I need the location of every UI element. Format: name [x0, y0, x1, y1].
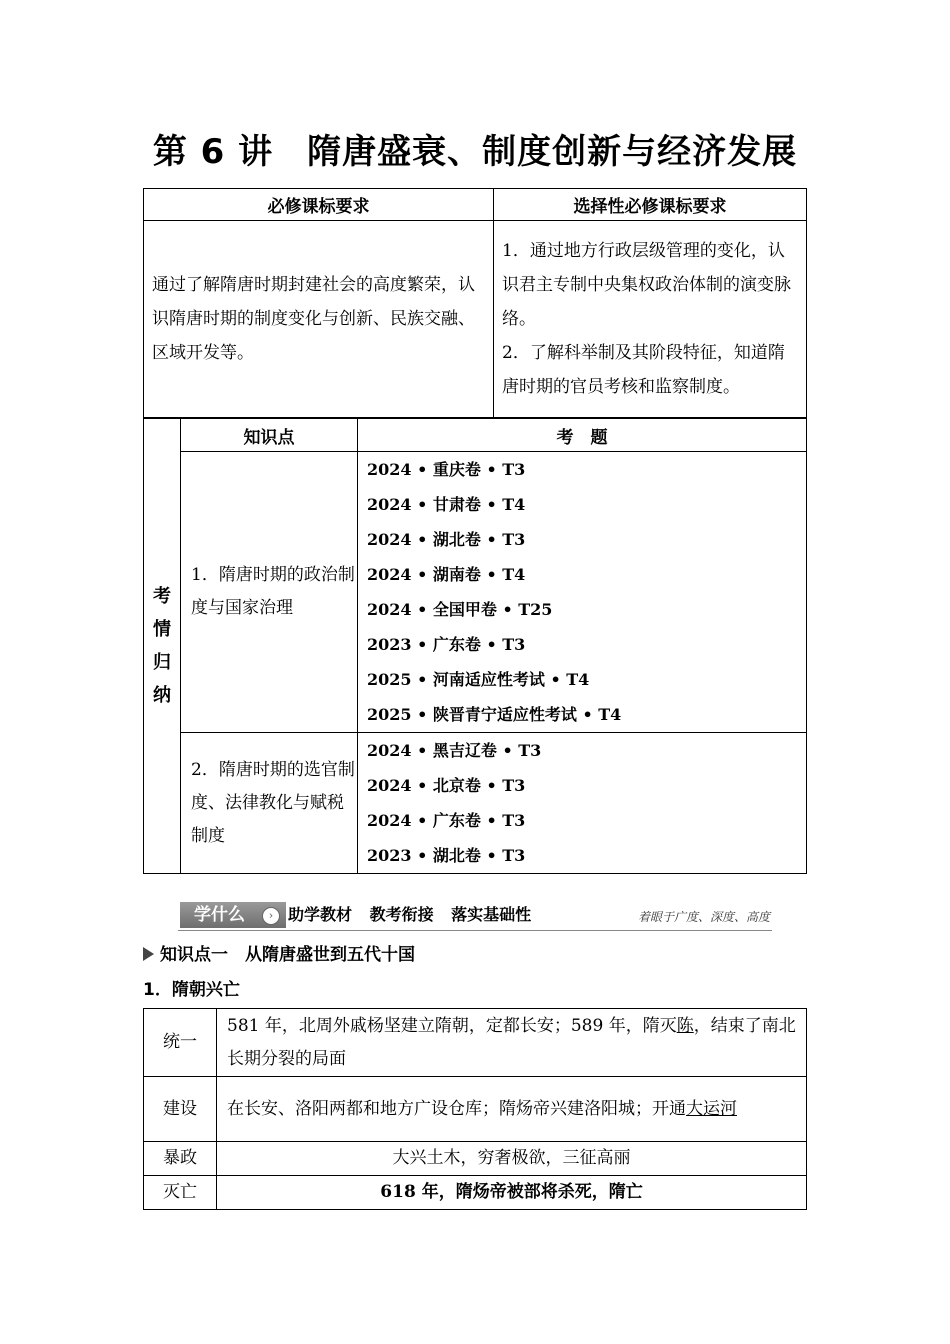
exam-item: 2024 • 甘肃卷 • T4 [367, 495, 526, 514]
row-content: 618 年，隋炀帝被部将杀死，隋亡 [217, 1176, 807, 1210]
row-label: 暴政 [144, 1142, 217, 1176]
side-label-text: 考情归纳 [153, 586, 171, 706]
lesson-number: 第 6 讲 [152, 132, 274, 172]
required-standards-header: 必修课标要求 [144, 189, 494, 221]
underlined-keyword: 大运河 [686, 1098, 737, 1119]
chevron-right-icon: › [262, 907, 280, 925]
page-title [0, 124, 950, 173]
row-content [217, 1077, 807, 1142]
row-content: 大兴土木，穷奢极欲，三征高丽 [217, 1142, 807, 1176]
exam-list-1 [358, 452, 807, 733]
exam-item: 2024 • 重庆卷 • T3 [367, 460, 526, 479]
row-label: 建设 [144, 1077, 217, 1142]
row-text: 在长安、洛阳两都和地方广设仓库；隋炀帝兴建洛阳城；开通 [227, 1098, 686, 1119]
exam-item: 2023 • 广东卷 • T3 [367, 635, 526, 654]
knowledge-point-1: 1．隋唐时期的政治制度与国家治理 [181, 452, 358, 733]
knowledge-point-heading-text: 知识点一 从隋唐盛世到五代十国 [160, 945, 415, 965]
row-content [217, 1009, 807, 1077]
elective-standards-header: 选择性必修课标要求 [494, 189, 807, 221]
exam-item: 2024 • 广东卷 • T3 [367, 811, 526, 830]
elective-standards-text [494, 221, 807, 418]
lesson-name: 隋唐盛衰、制度创新与经济发展 [307, 132, 798, 172]
exam-item: 2024 • 全国甲卷 • T25 [367, 600, 553, 619]
knowledge-point-heading [143, 940, 415, 965]
subheading: 1．隋朝兴亡 [143, 980, 240, 1000]
row-text: ，结束了南北长期分裂的局面 [227, 1015, 796, 1069]
exam-item: 2025 • 河南适应性考试 • T4 [367, 670, 590, 689]
banner-tag: 学什么 [180, 902, 286, 928]
exam-list-2 [358, 733, 807, 874]
row-text: 581 年，北周外戚杨坚建立隋朝，定都长安；589 年，隋灭 [227, 1015, 677, 1036]
knowledge-header: 知识点 [181, 419, 358, 452]
underlined-keyword: 陈 [676, 1015, 694, 1036]
knowledge-point-2: 2．隋唐时期的选官制度、法律教化与赋税制度 [181, 733, 358, 874]
section-banner [178, 902, 772, 931]
elective-item-1: 1．通过地方行政层级管理的变化，认识君主专制中央集权政治体制的演变脉络。 [502, 241, 791, 329]
standards-table [143, 188, 807, 418]
required-standards-text: 通过了解隋唐时期封建社会的高度繁荣，认识隋唐时期的制度变化与创新、民族交融、区域开发等。 [144, 221, 494, 418]
exam-item: 2023 • 湖北卷 • T3 [367, 846, 526, 865]
banner-slogan: 助学教材 教考衔接 落实基础性 [288, 905, 532, 924]
row-label: 灭亡 [144, 1176, 217, 1210]
exam-summary-table [143, 418, 807, 874]
exam-summary-side-label [144, 419, 181, 874]
sui-dynasty-table [143, 1008, 807, 1210]
exam-item: 2025 • 陕晋青宁适应性考试 • T4 [367, 705, 622, 724]
exams-header: 考 题 [358, 419, 807, 452]
elective-item-2: 2．了解科举制及其阶段特征，知道隋唐时期的官员考核和监察制度。 [502, 343, 785, 397]
exam-item: 2024 • 北京卷 • T3 [367, 776, 526, 795]
banner-note: 着眼于广度、深度、高度 [637, 910, 770, 924]
exam-item: 2024 • 湖北卷 • T3 [367, 530, 526, 549]
row-label: 统一 [144, 1009, 217, 1077]
play-triangle-icon [143, 947, 154, 961]
exam-item: 2024 • 湖南卷 • T4 [367, 565, 526, 584]
exam-item: 2024 • 黑吉辽卷 • T3 [367, 741, 542, 760]
